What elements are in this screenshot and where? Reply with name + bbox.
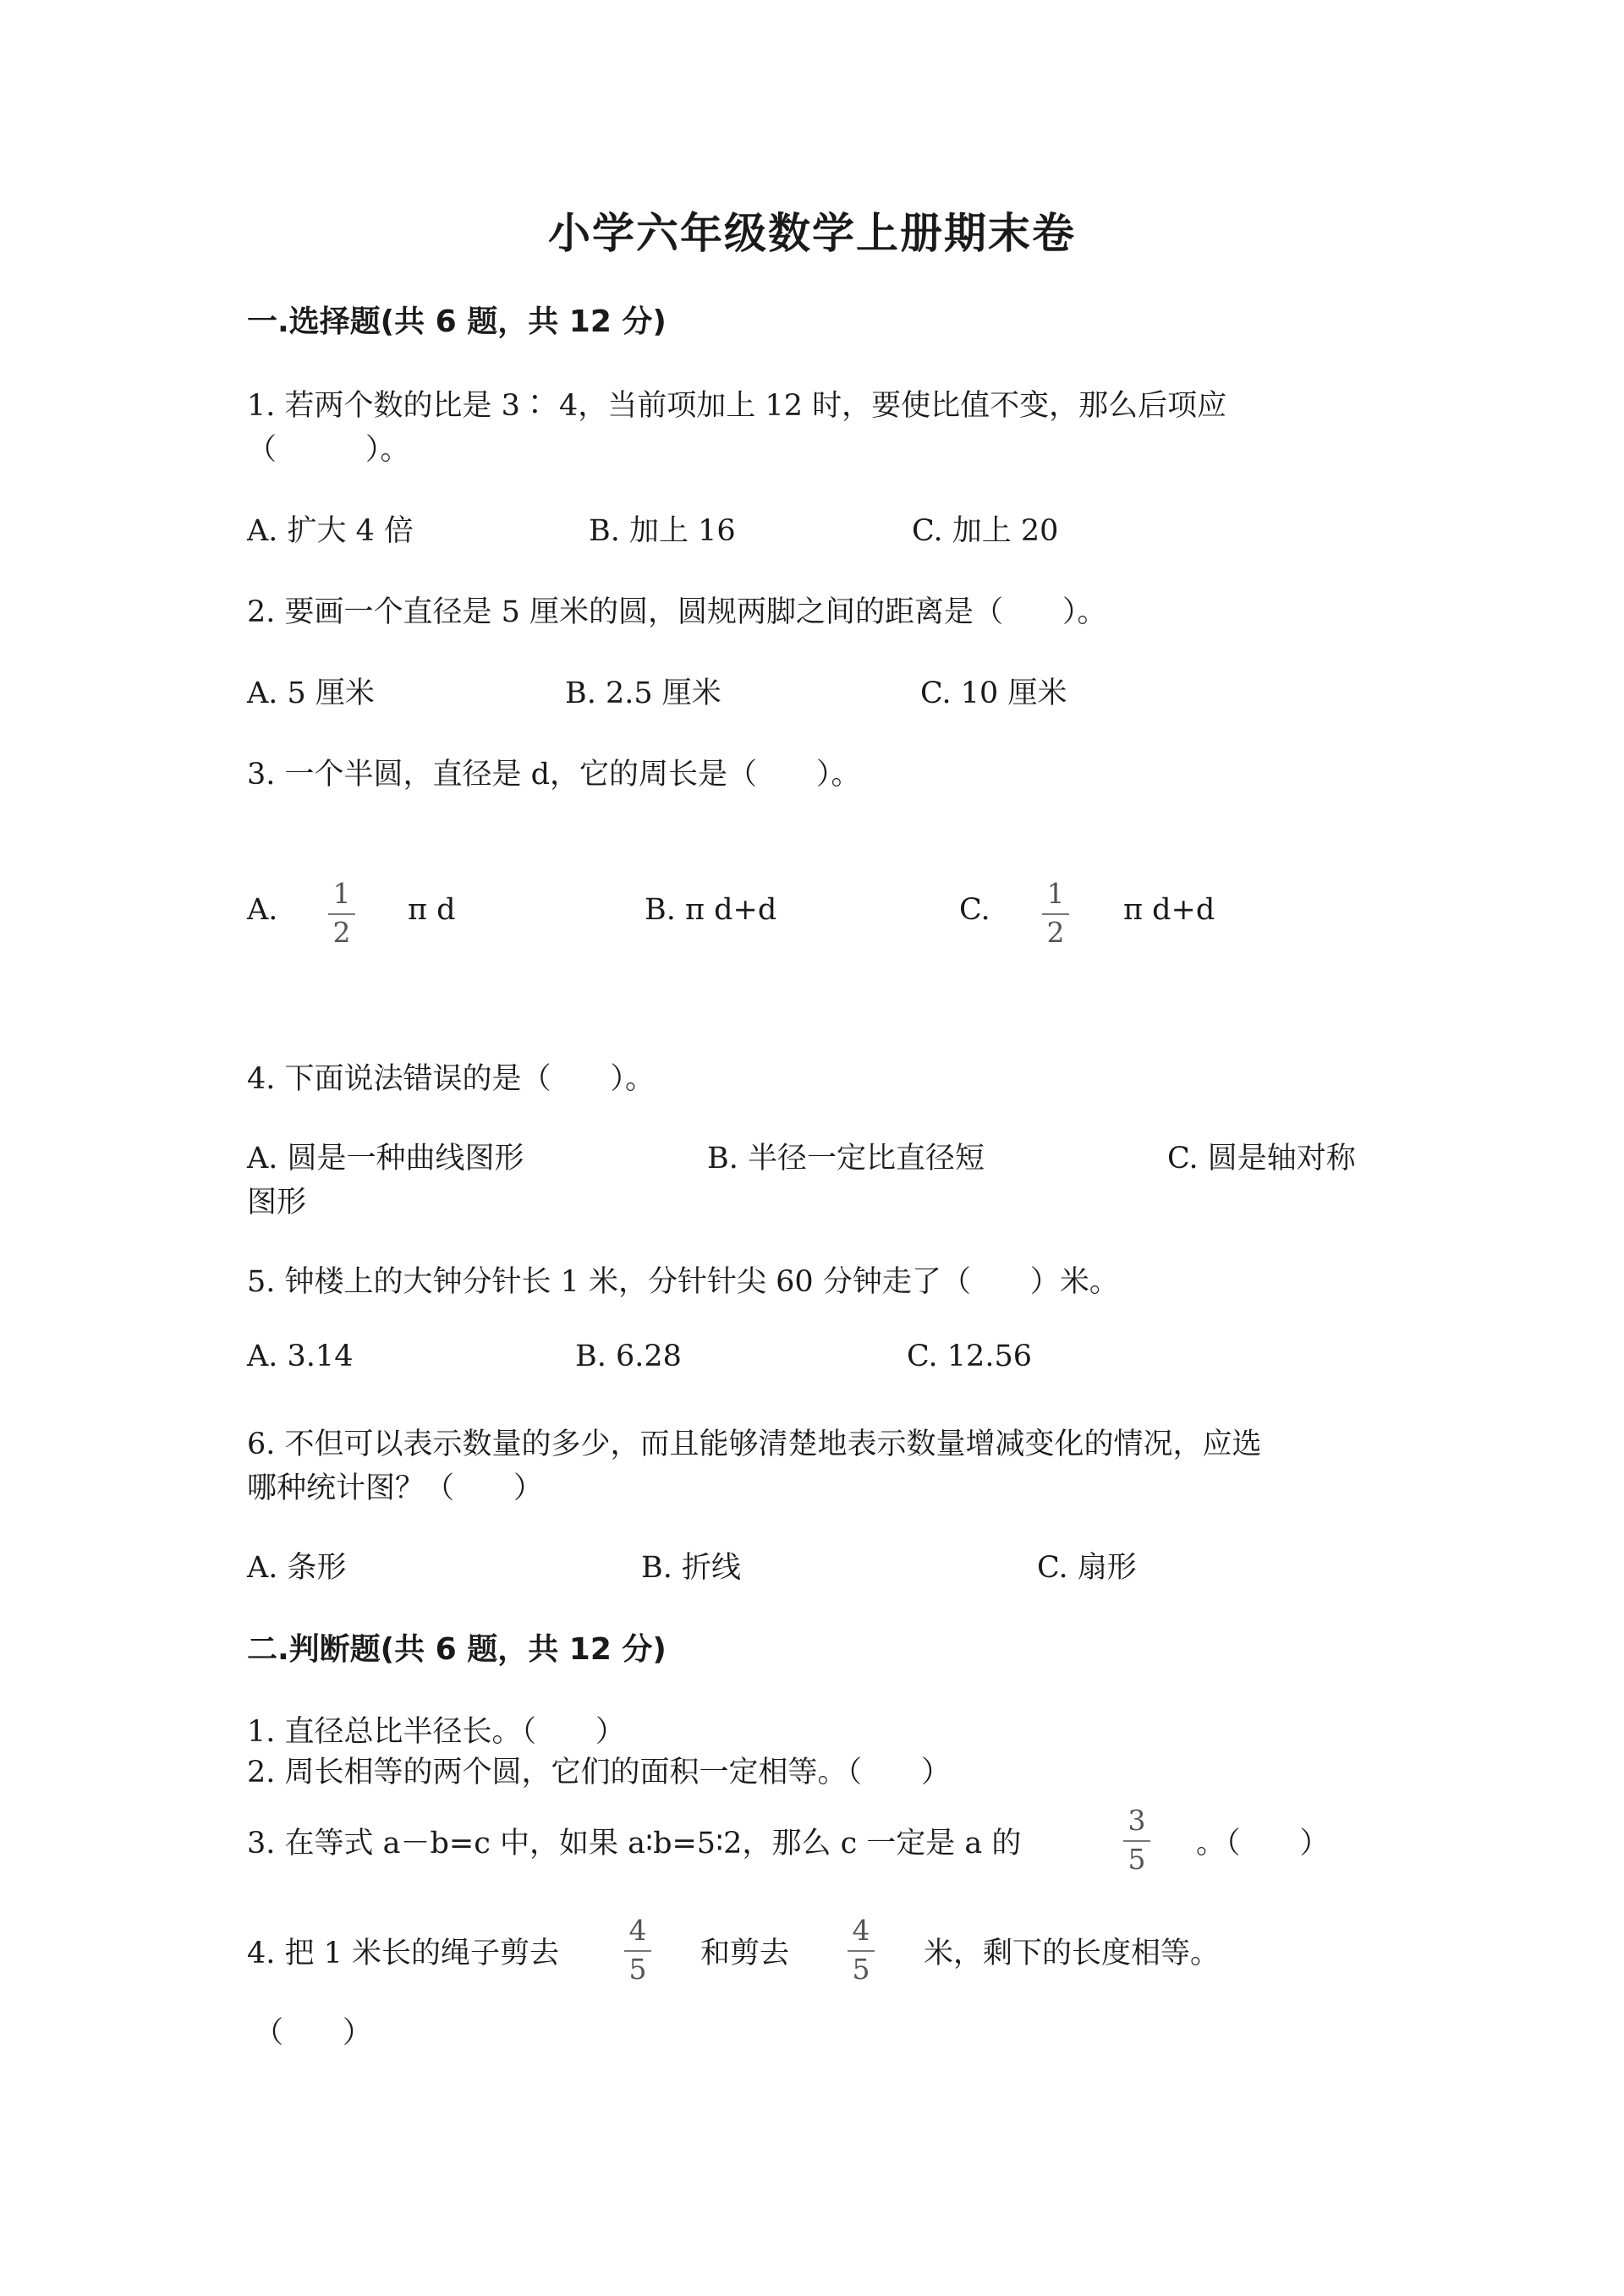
question-3-text: 3. 一个半圆，直径是 d，它的周长是（ ）。	[247, 758, 861, 792]
question-5-text: 5. 钟楼上的大钟分针长 1 米，分针针尖 60 分钟走了（ ）米。	[247, 1265, 1119, 1299]
question-4-option-b: B. 半径一定比直径短	[707, 1142, 985, 1175]
question-3-option-b: B. π d+d	[645, 893, 777, 927]
question-4-text: 4. 下面说法错误的是（ ）。	[247, 1062, 656, 1096]
question-3-option-a-tail: π d	[408, 893, 456, 927]
judgement-3-tail: 。（ ）	[1196, 1827, 1330, 1860]
fraction-numerator: 1	[332, 877, 351, 910]
judgement-4-text: 4. 把 1 米长的绳子剪去	[247, 1937, 560, 1970]
question-6-option-c: C. 扇形	[1037, 1551, 1137, 1585]
question-3-option-a-label: A.	[247, 893, 278, 927]
question-5-option-b: B. 6.28	[575, 1340, 682, 1373]
judgement-3-text: 3. 在等式 a－b=c 中，如果 a∶b=5∶2，那么 c 一定是 a 的	[247, 1827, 1022, 1860]
judgement-4-tail: 米，剩下的长度相等。	[924, 1937, 1221, 1970]
question-6-text-wrap: 哪种统计图？（ ）	[247, 1471, 544, 1505]
question-3-option-a-fraction	[323, 879, 360, 951]
judgement-4-blank: （ ）	[254, 2016, 373, 2050]
question-1-option-b: B. 加上 16	[589, 514, 736, 548]
fraction-bar	[848, 1950, 875, 1952]
fraction-numerator: 4	[852, 1914, 870, 1947]
question-2-option-b: B. 2.5 厘米	[565, 677, 721, 710]
question-3-option-c-fraction	[1037, 879, 1074, 951]
page-title: 小学六年级数学上册期末卷	[548, 209, 1076, 258]
question-2-text: 2. 要画一个直径是 5 厘米的圆，圆规两脚之间的距离是（ ）。	[247, 595, 1107, 629]
question-1-option-c: C. 加上 20	[912, 514, 1059, 548]
fraction-bar	[1042, 913, 1069, 915]
fraction-numerator: 1	[1046, 877, 1065, 910]
question-1-text-wrap: （ ）。	[247, 433, 410, 467]
fraction-denominator: 5	[628, 1953, 647, 1986]
fraction-bar	[328, 913, 355, 915]
question-5-option-a: A. 3.14	[247, 1340, 354, 1373]
fraction-numerator: 3	[1127, 1804, 1146, 1837]
fraction-numerator: 4	[628, 1914, 647, 1947]
question-6-option-a: A. 条形	[247, 1551, 347, 1585]
question-4-option-a: A. 圆是一种曲线图形	[247, 1142, 524, 1175]
question-2-option-c: C. 10 厘米	[920, 677, 1067, 710]
fraction-denominator: 5	[852, 1953, 870, 1986]
fraction-denominator: 2	[332, 916, 351, 949]
question-2-option-a: A. 5 厘米	[247, 677, 375, 710]
fraction-bar	[624, 1950, 651, 1952]
section-header-judgement: 二.判断题(共 6 题，共 12 分)	[247, 1632, 667, 1667]
question-6-text: 6. 不但可以表示数量的多少，而且能够清楚地表示数量增减变化的情况，应选	[247, 1427, 1262, 1461]
judgement-1-text: 1. 直径总比半径长。（ ）	[247, 1715, 626, 1749]
question-3-option-c-tail: π d+d	[1123, 893, 1215, 927]
judgement-2-text: 2. 周长相等的两个圆，它们的面积一定相等。（ ）	[247, 1756, 952, 1789]
section-header-choice: 一.选择题(共 6 题，共 12 分)	[247, 304, 667, 339]
question-1-option-a: A. 扩大 4 倍	[247, 514, 414, 548]
fraction-denominator: 5	[1127, 1843, 1146, 1876]
question-4-option-c-wrap: 图形	[247, 1186, 307, 1219]
judgement-4-fraction-2	[842, 1916, 880, 1987]
question-4-option-c: C. 圆是轴对称	[1167, 1142, 1356, 1175]
question-6-option-b: B. 折线	[641, 1551, 741, 1585]
judgement-3-fraction	[1118, 1806, 1155, 1877]
judgement-4-fraction-1	[619, 1916, 656, 1987]
fraction-bar	[1123, 1840, 1150, 1842]
question-3-option-c-label: C.	[959, 893, 990, 927]
question-5-option-c: C. 12.56	[907, 1340, 1032, 1373]
fraction-denominator: 2	[1046, 916, 1065, 949]
judgement-4-mid: 和剪去	[700, 1937, 790, 1970]
question-1-text: 1. 若两个数的比是 3∶ 4，当前项加上 12 时，要使比值不变，那么后项应	[247, 389, 1227, 423]
